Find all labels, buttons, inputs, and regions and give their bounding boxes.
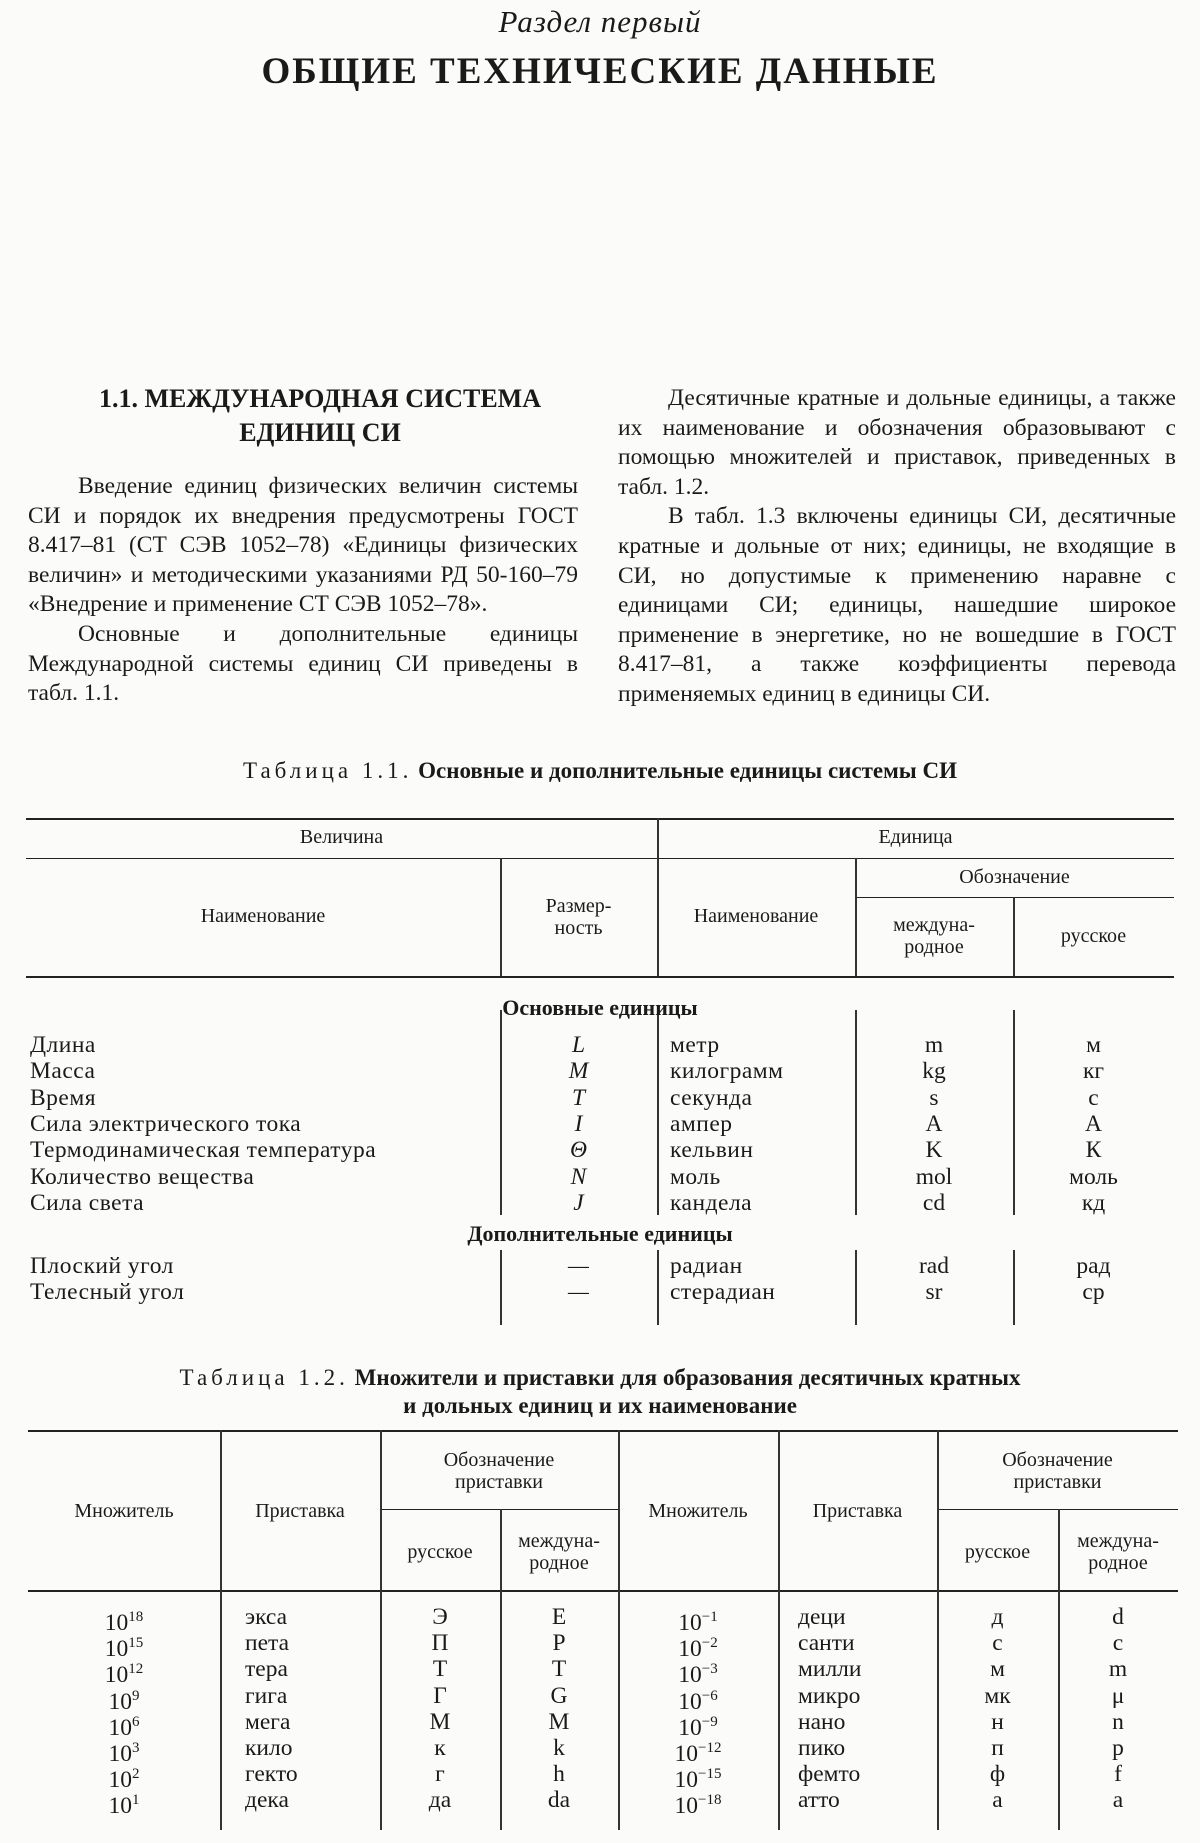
multiplier-base: 10 xyxy=(108,1688,132,1715)
intl-symbol: m xyxy=(924,1032,944,1058)
table1-vline-unit-body2 xyxy=(657,1250,659,1325)
table2-header-intl-right-l1: междуна- xyxy=(1077,1530,1159,1552)
prefix-intl: da xyxy=(547,1787,571,1814)
table1-header-designation: Обозначение xyxy=(959,866,1070,888)
table1-header-dimension-l2: ность xyxy=(554,917,603,939)
prefix-intl: T xyxy=(551,1656,567,1683)
section-heading xyxy=(50,382,590,450)
prefix-intl: E xyxy=(551,1604,567,1630)
table1-header-intl xyxy=(855,914,1013,958)
unit-name: килограмм xyxy=(670,1058,784,1085)
table1-caption-prefix: Таблица 1.1. xyxy=(242,758,413,783)
table2-header-intl-right-l2: родное xyxy=(1088,1552,1148,1574)
prefix-russian: да xyxy=(428,1787,452,1814)
multiplier-base: 10 xyxy=(104,1636,129,1663)
left-paragraph-1: Введение единиц физических величин системы СИ и порядок их внедрения предусмотрены ГОСТ 8.417–81 (СТ СЭВ 1052–78) «Единицы физических величин» и методическими указаниями РД 50-160–79 «Внедрение и применение СТ СЭВ 1052–78». xyxy=(28,473,578,618)
russian-symbol: кг xyxy=(1082,1058,1105,1085)
multiplier-base: 10 xyxy=(104,1662,129,1689)
russian-symbol: рад xyxy=(1076,1253,1111,1279)
prefix-russian: П xyxy=(431,1630,449,1657)
intl-symbol: kg xyxy=(922,1058,946,1085)
quantity-name: Сила света xyxy=(30,1189,145,1216)
prefix-intl: k xyxy=(553,1735,565,1761)
table1-header-rule1 xyxy=(26,858,1174,859)
prefix-name: тера xyxy=(245,1656,288,1683)
table1-group-extra: Дополнительные единицы xyxy=(467,1221,733,1246)
dimension-symbol: — xyxy=(568,1253,589,1279)
multiplier-base: 10 xyxy=(108,1740,132,1767)
prefix-russian: Г xyxy=(433,1682,447,1709)
intl-symbol: A xyxy=(925,1110,943,1137)
multiplier-exponent: −15 xyxy=(698,1766,722,1783)
left-paragraph-2: Основные и дополнительные единицы Международной системы единиц СИ приведены в табл. 1.1. xyxy=(28,620,578,707)
table1-caption xyxy=(0,758,1200,784)
section-subtitle: Раздел первый xyxy=(498,4,702,39)
table1-header-quantity: Величина xyxy=(299,826,384,848)
prefix-russian: Э xyxy=(432,1604,448,1630)
quantity-name: Телесный угол xyxy=(30,1279,185,1306)
prefix-russian: м xyxy=(990,1656,1005,1683)
prefix-russian: М xyxy=(429,1708,451,1735)
multiplier-base: 10 xyxy=(108,1767,132,1794)
intl-symbol: K xyxy=(925,1137,943,1164)
unit-name: кандела xyxy=(670,1189,753,1216)
table2-header-multiplier-right: Множитель xyxy=(648,1500,748,1522)
prefix-russian: мк xyxy=(984,1682,1011,1709)
table1-top-rule xyxy=(26,818,1174,820)
intl-symbol: cd xyxy=(922,1189,946,1216)
multiplier-exponent: −18 xyxy=(698,1792,722,1809)
multiplier-exponent: 15 xyxy=(128,1635,144,1652)
prefix-name: дека xyxy=(245,1787,289,1814)
dimension-symbol: I xyxy=(574,1110,583,1137)
table1-caption-text: Основные и дополнительные единицы системы СИ xyxy=(418,758,958,783)
russian-symbol: А xyxy=(1085,1110,1102,1137)
multiplier-exponent: 12 xyxy=(128,1661,144,1678)
table1-header-dimension-l1: Размер- xyxy=(545,895,612,917)
multiplier-base: 10 xyxy=(104,1609,129,1636)
prefix-intl: d xyxy=(1112,1604,1124,1630)
dimension-symbol: — xyxy=(568,1279,589,1306)
table2-header-prefix-right: Приставка xyxy=(812,1500,903,1522)
prefix-intl: p xyxy=(1112,1735,1124,1761)
multiplier-exponent: 3 xyxy=(132,1740,140,1756)
dimension-symbol: M xyxy=(568,1058,589,1085)
table2-header-russian-right: русское xyxy=(964,1541,1031,1563)
table2-header-intl-left-l1: междуна- xyxy=(518,1530,600,1552)
multiplier-base: 10 xyxy=(674,1767,699,1794)
table2-header-intl-right xyxy=(1058,1530,1178,1574)
table2-header-split-left xyxy=(380,1509,618,1510)
prefix-name: гига xyxy=(245,1682,288,1709)
table2-caption xyxy=(0,1365,1200,1419)
multiplier xyxy=(618,1787,778,1819)
prefix-name: деци xyxy=(798,1604,846,1630)
page-title: ОБЩИЕ ТЕХНИЧЕСКИЕ ДАННЫЕ xyxy=(261,51,939,92)
multiplier-base: 10 xyxy=(678,1636,702,1663)
prefix-russian: д xyxy=(991,1604,1004,1630)
table2-header-bottom-rule xyxy=(28,1590,1178,1592)
table2-header-prefix-left: Приставка xyxy=(255,1500,345,1522)
prefix-name: пико xyxy=(798,1735,846,1761)
table2-header-designation-left xyxy=(380,1449,618,1493)
table2-header-russian-left: русское xyxy=(407,1541,473,1563)
section-heading-line1: 1.1. МЕЖДУНАРОДНАЯ СИСТЕМА xyxy=(99,384,541,413)
prefix-name: экса xyxy=(245,1604,288,1630)
table2-header-designation-right-l1: Обозначение xyxy=(1002,1449,1113,1471)
multiplier-base: 10 xyxy=(108,1793,132,1820)
prefix-russian: Т xyxy=(432,1656,448,1683)
quantity-name: Длина xyxy=(30,1032,96,1058)
quantity-name: Масса xyxy=(30,1058,96,1085)
prefix-intl: M xyxy=(548,1708,570,1735)
unit-name: кельвин xyxy=(670,1137,754,1164)
russian-symbol: кд xyxy=(1081,1189,1106,1216)
prefix-name: атто xyxy=(798,1787,840,1814)
prefix-intl: P xyxy=(552,1630,566,1657)
prefix-russian: п xyxy=(991,1735,1004,1761)
prefix-intl: n xyxy=(1112,1708,1124,1735)
multiplier-base: 10 xyxy=(678,1688,702,1715)
prefix-russian: г xyxy=(435,1761,445,1788)
right-paragraph-1: Десятичные кратные и дольные единицы, а также их наименование и обозначения образовывают с помощью множителей и приставок, приведенных в табл. 1.2. xyxy=(618,385,1176,500)
multiplier-base: 10 xyxy=(678,1662,702,1689)
multiplier-exponent: −1 xyxy=(701,1609,718,1625)
table2-header-multiplier-left: Множитель xyxy=(74,1500,174,1522)
table2-vline-5 xyxy=(778,1430,780,1830)
table1-header-dimension xyxy=(500,895,657,939)
unit-name: радиан xyxy=(670,1253,743,1279)
table2-header-intl-left xyxy=(500,1530,618,1574)
russian-symbol: ср xyxy=(1082,1279,1105,1306)
multiplier-base: 10 xyxy=(108,1714,132,1741)
prefix-intl: h xyxy=(553,1761,565,1788)
prefix-intl: μ xyxy=(1111,1682,1125,1709)
table1-header-russian: русское xyxy=(1060,925,1127,947)
multiplier-exponent: −12 xyxy=(698,1740,722,1756)
prefix-intl: f xyxy=(1114,1761,1122,1788)
unit-name: стерадиан xyxy=(670,1279,776,1306)
unit-name: секунда xyxy=(670,1084,753,1111)
dimension-symbol: T xyxy=(571,1084,586,1111)
prefix-name: нано xyxy=(798,1708,846,1735)
table1-vline-unit-body1 xyxy=(657,1010,659,1215)
quantity-name: Количество вещества xyxy=(30,1163,255,1190)
russian-symbol: К xyxy=(1085,1137,1102,1164)
multiplier-base: 10 xyxy=(678,1609,702,1636)
dimension-symbol: Θ xyxy=(570,1137,587,1164)
unit-name: ампер xyxy=(670,1110,733,1137)
multiplier-base: 10 xyxy=(674,1793,699,1820)
prefix-russian: а xyxy=(992,1787,1003,1814)
table1-header-intl-l2: родное xyxy=(904,936,964,958)
prefix-intl: G xyxy=(550,1682,568,1709)
table2-header-designation-left-l1: Обозначение xyxy=(443,1449,555,1471)
unit-name: моль xyxy=(670,1163,721,1190)
prefix-intl: m xyxy=(1108,1656,1128,1683)
table1-header-name: Наименование xyxy=(200,905,326,927)
prefix-name: санти xyxy=(798,1630,855,1657)
table1-group-basic: Основные единицы xyxy=(502,995,698,1020)
table1-header-unit: Единица xyxy=(878,826,953,848)
table2-caption-text1: Множители и приставки для образования десятичных кратных xyxy=(354,1365,1021,1390)
intl-symbol: mol xyxy=(915,1163,953,1190)
multiplier-exponent: −3 xyxy=(701,1661,718,1678)
multiplier-exponent: 9 xyxy=(132,1687,140,1704)
dimension-symbol: N xyxy=(570,1163,587,1190)
russian-symbol: моль xyxy=(1069,1163,1118,1190)
left-column xyxy=(28,472,578,709)
table2-caption-line2 xyxy=(0,1393,1200,1419)
section-heading-line2: ЕДИНИЦ СИ xyxy=(239,418,401,447)
quantity-name: Плоский угол xyxy=(30,1253,174,1279)
multiplier-exponent: 18 xyxy=(128,1609,144,1625)
prefix-russian: ф xyxy=(989,1761,1006,1788)
unit-name: метр xyxy=(670,1032,720,1058)
quantity-name: Время xyxy=(30,1084,97,1111)
multiplier-exponent: 1 xyxy=(132,1792,140,1809)
intl-symbol: sr xyxy=(925,1279,943,1306)
intl-symbol: rad xyxy=(918,1253,949,1279)
prefix-name: фемто xyxy=(798,1761,861,1788)
dimension-symbol: J xyxy=(573,1189,584,1216)
multiplier-exponent: 6 xyxy=(132,1713,140,1730)
multiplier-exponent: −2 xyxy=(701,1635,718,1652)
table1-header-bottom-rule xyxy=(26,976,1174,978)
prefix-name: мега xyxy=(245,1708,291,1735)
table2-caption-line1 xyxy=(0,1365,1200,1391)
right-paragraph-2: В табл. 1.3 включены единицы СИ, десятичные кратные и дольные от них; единицы, не входящие в СИ, но допустимые к применению наравне с единицами СИ; единицы, нашедшие широкое применение в энергетике, но не вошедшие в ГОСТ 8.417–81, а также коэффициенты перевода применяемых единиц в единицы СИ. xyxy=(618,503,1176,707)
right-column xyxy=(618,384,1176,710)
prefix-russian: н xyxy=(991,1708,1004,1735)
table2-header-designation-right-l2: приставки xyxy=(1013,1471,1102,1493)
multiplier-exponent: 2 xyxy=(132,1766,140,1783)
table1-header-intl-l1: междуна- xyxy=(893,914,975,936)
table2-header-intl-left-l2: родное xyxy=(529,1552,589,1574)
multiplier-base: 10 xyxy=(678,1714,702,1741)
table2-header-designation-left-l2: приставки xyxy=(454,1471,543,1493)
dimension-symbol: L xyxy=(571,1032,586,1058)
table1-header-unit-name: Наименование xyxy=(693,905,819,927)
quantity-name: Сила электрического тока xyxy=(30,1110,302,1137)
prefix-intl: c xyxy=(1112,1630,1124,1657)
table2-caption-prefix: Таблица 1.2. xyxy=(179,1365,349,1390)
multiplier xyxy=(28,1787,220,1819)
table2-caption-text2: и дольных единиц и их наименование xyxy=(403,1393,797,1418)
prefix-intl: a xyxy=(1112,1787,1124,1814)
multiplier-exponent: −9 xyxy=(701,1713,718,1730)
russian-symbol: м xyxy=(1086,1032,1101,1058)
table2-header-designation-right xyxy=(937,1449,1178,1493)
multiplier-base: 10 xyxy=(674,1740,699,1767)
intl-symbol: s xyxy=(929,1084,939,1111)
russian-symbol: с xyxy=(1088,1084,1099,1111)
prefix-name: милли xyxy=(798,1656,862,1683)
prefix-name: гекто xyxy=(245,1761,298,1788)
prefix-russian: к xyxy=(434,1735,446,1761)
table2-vline-1 xyxy=(220,1430,222,1830)
prefix-name: кило xyxy=(245,1735,293,1761)
prefix-name: пета xyxy=(245,1630,289,1657)
multiplier-exponent: −6 xyxy=(701,1687,718,1704)
table2-top-rule xyxy=(28,1430,1178,1432)
quantity-name: Термодинамическая температура xyxy=(30,1137,377,1164)
prefix-russian: с xyxy=(992,1630,1003,1657)
prefix-name: микро xyxy=(798,1682,861,1709)
